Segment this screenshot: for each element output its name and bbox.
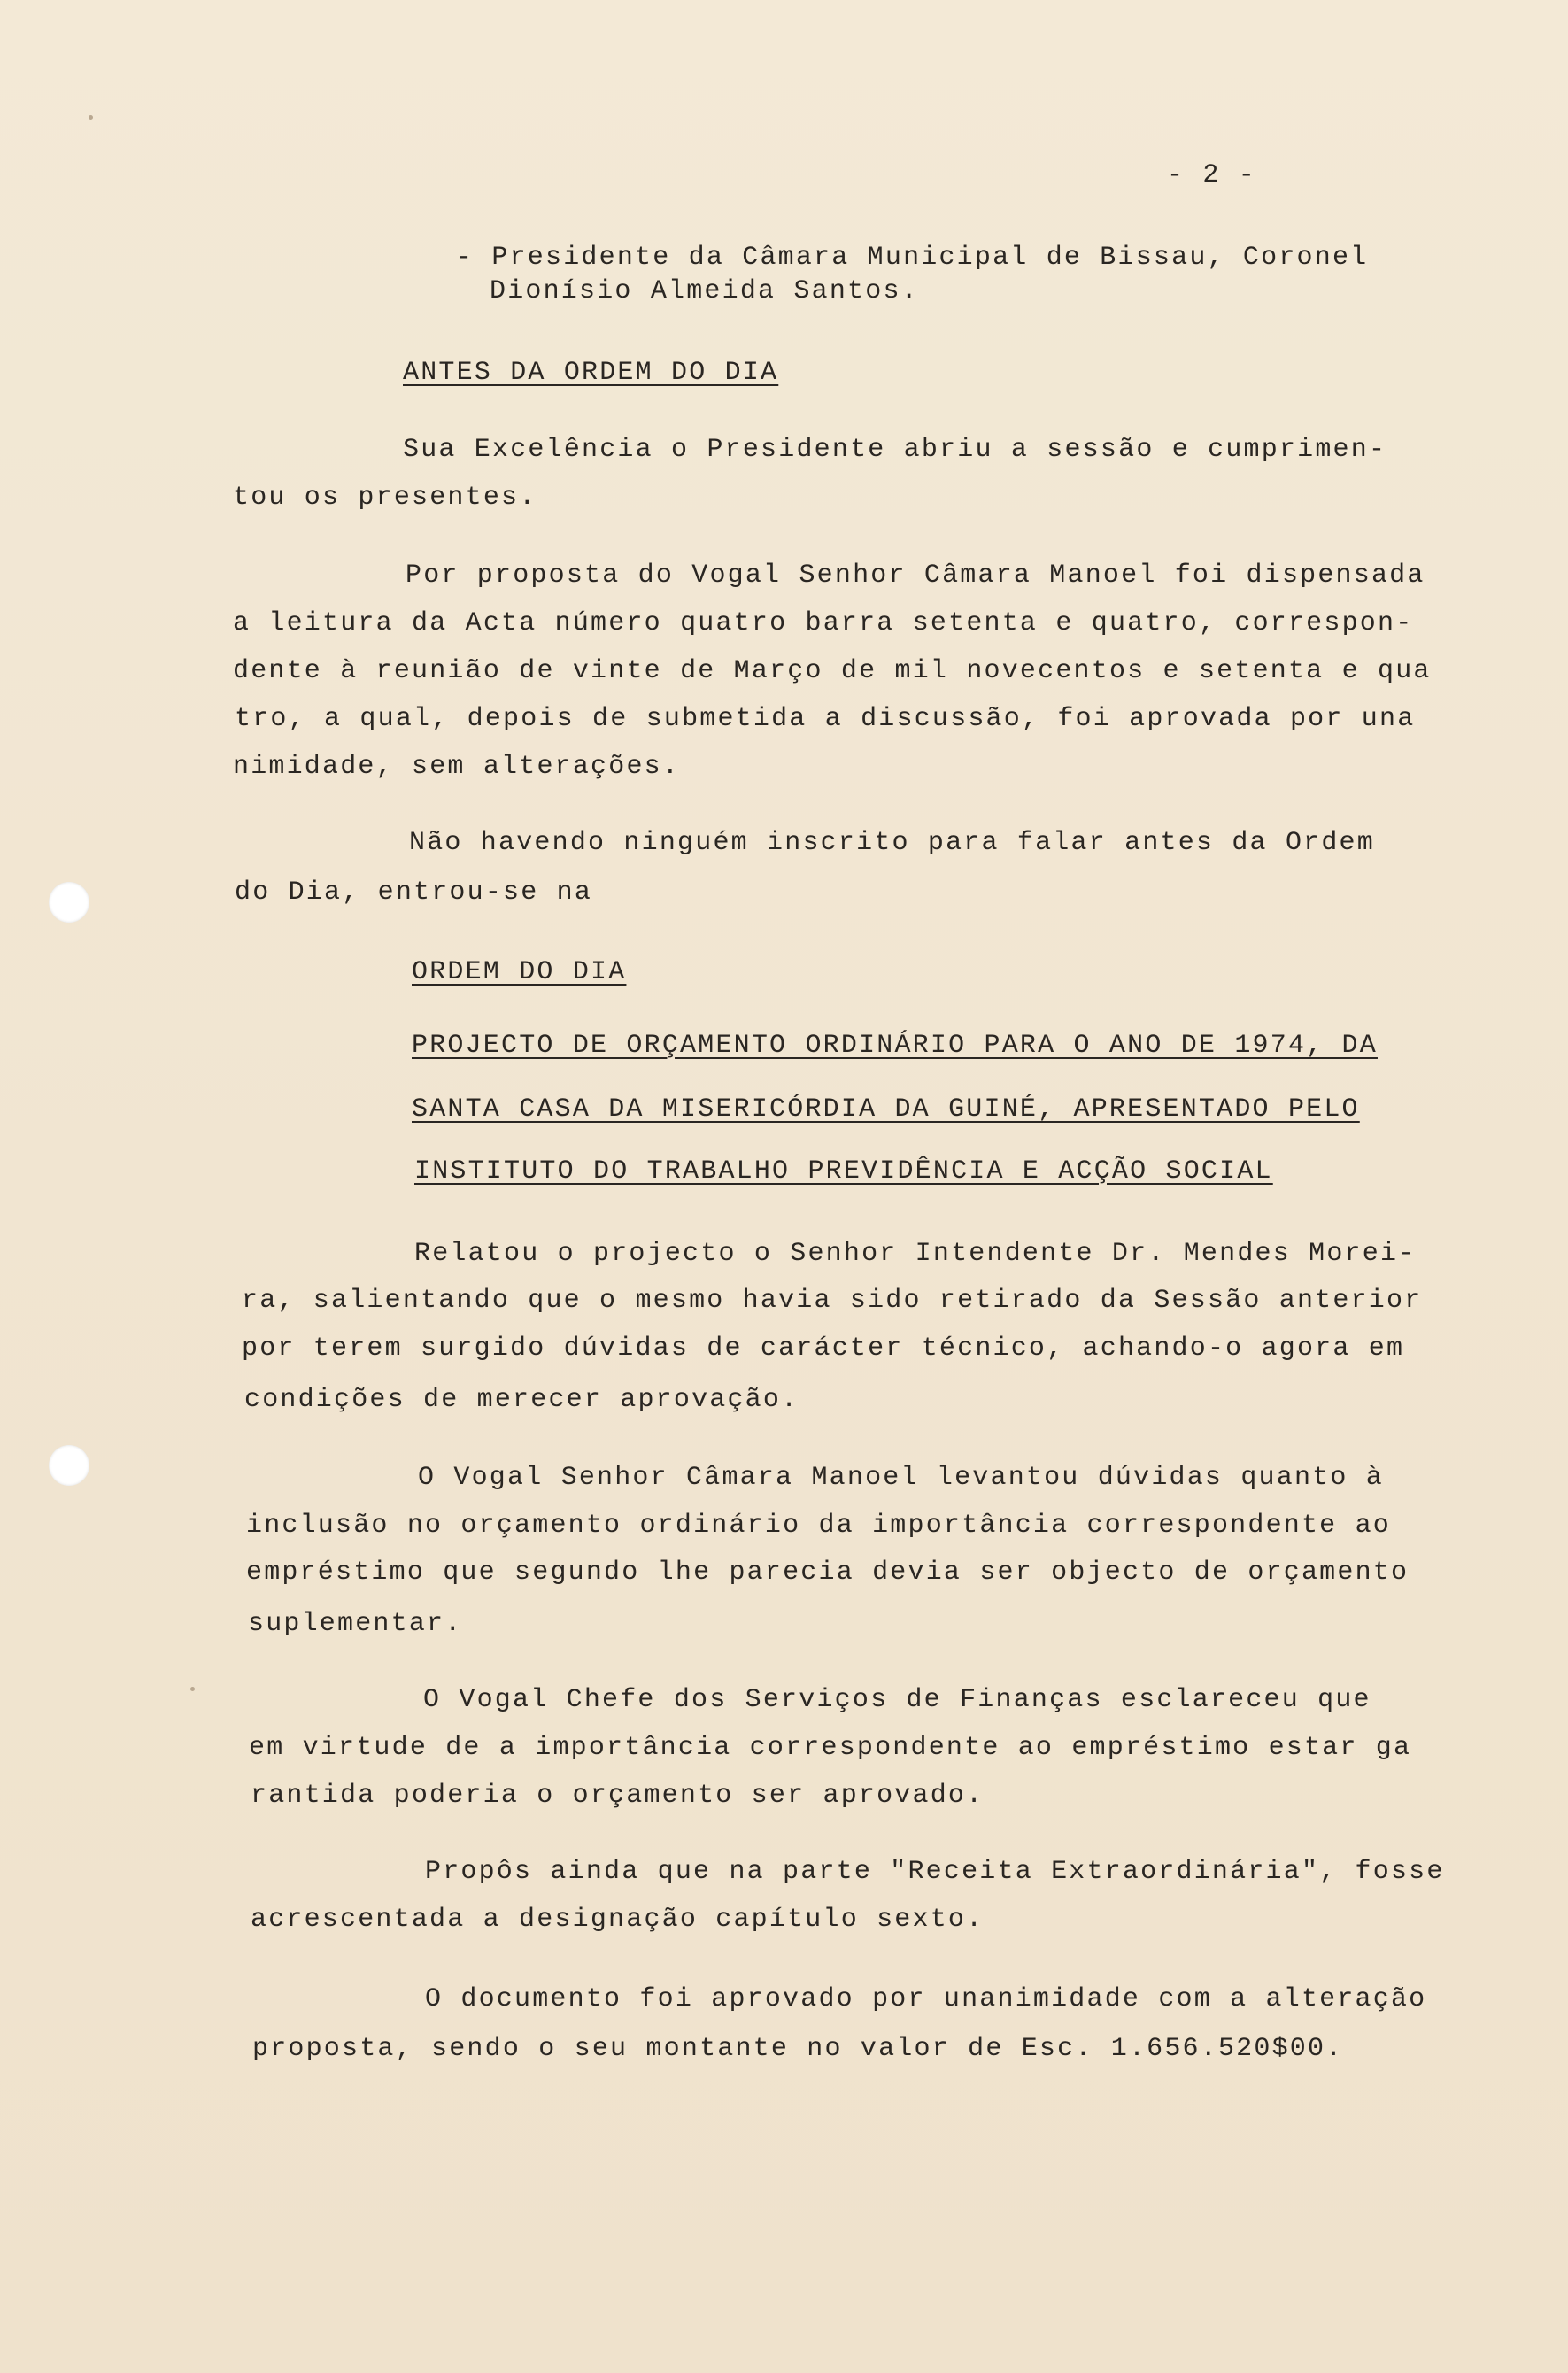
paragraph-line: Propôs ainda que na parte "Receita Extraordinária", fosse bbox=[425, 1857, 1445, 1887]
paragraph-line: rantida poderia o orçamento ser aprovado. bbox=[251, 1781, 985, 1811]
paragraph-line: a leitura da Acta número quatro barra setenta e quatro, correspon- bbox=[233, 608, 1414, 638]
section-heading-ordem: ORDEM DO DIA bbox=[412, 957, 627, 987]
paragraph-line: ra, salientando que o mesmo havia sido retirado da Sessão anterior bbox=[242, 1286, 1423, 1316]
paragraph-line: suplementar. bbox=[248, 1609, 463, 1639]
paragraph-line: por terem surgido dúvidas de carácter técnico, achando-o agora em bbox=[242, 1333, 1405, 1364]
paragraph-line: O Vogal Senhor Câmara Manoel levantou dúvidas quanto à bbox=[418, 1463, 1384, 1493]
paragraph-line: proposta, sendo o seu montante no valor de Esc. 1.656.520$00. bbox=[252, 2034, 1344, 2064]
paragraph-line: Por proposta do Vogal Senhor Câmara Manoel foi dispensada bbox=[406, 560, 1425, 591]
paragraph-line: Relatou o projecto o Senhor Intendente Dr. Mendes Morei- bbox=[414, 1239, 1417, 1269]
intro-line: - Presidente da Câmara Municipal de Bissau, Coronel bbox=[456, 243, 1369, 273]
page-number: - 2 - bbox=[1167, 160, 1257, 190]
paragraph-line: acrescentada a designação capítulo sexto. bbox=[251, 1905, 985, 1935]
paragraph-line: Não havendo ninguém inscrito para falar antes da Ordem bbox=[409, 828, 1375, 858]
section-heading-antes: ANTES DA ORDEM DO DIA bbox=[403, 358, 779, 388]
punch-hole-top bbox=[49, 882, 89, 923]
paragraph-line: Sua Excelência o Presidente abriu a sessão e cumprimen- bbox=[403, 435, 1387, 465]
paragraph-line: do Dia, entrou-se na bbox=[235, 877, 593, 908]
project-heading-line: INSTITUTO DO TRABALHO PREVIDÊNCIA E ACÇÃO SOCIAL bbox=[414, 1156, 1273, 1186]
paper-speck bbox=[89, 115, 93, 120]
paragraph-line: tro, a qual, depois de submetida a discussão, foi aprovada por una bbox=[235, 704, 1416, 734]
paragraph-line: inclusão no orçamento ordinário da importância correspondente ao bbox=[246, 1511, 1391, 1541]
paragraph-line: nimidade, sem alterações. bbox=[233, 752, 681, 782]
paragraph-line: O documento foi aprovado por unanimidade com a alteração bbox=[425, 1984, 1427, 2014]
paragraph-line: dente à reunião de vinte de Março de mil novecentos e setenta e qua bbox=[233, 656, 1432, 686]
paragraph-line: empréstimo que segundo lhe parecia devia ser objecto de orçamento bbox=[246, 1558, 1410, 1588]
paper-speck bbox=[190, 1687, 195, 1691]
project-heading-line: SANTA CASA DA MISERICÓRDIA DA GUINÉ, APRESENTADO PELO bbox=[412, 1094, 1360, 1125]
paragraph-line: tou os presentes. bbox=[233, 483, 537, 513]
intro-line: Dionísio Almeida Santos. bbox=[490, 276, 919, 306]
paragraph-line: O Vogal Chefe dos Serviços de Finanças esclareceu que bbox=[423, 1685, 1371, 1715]
punch-hole-bottom bbox=[49, 1445, 89, 1486]
paragraph-line: em virtude de a importância correspondente ao empréstimo estar ga bbox=[249, 1733, 1412, 1763]
paragraph-line: condições de merecer aprovação. bbox=[244, 1385, 799, 1415]
project-heading-line: PROJECTO DE ORÇAMENTO ORDINÁRIO PARA O ANO DE 1974, DA bbox=[412, 1031, 1378, 1061]
